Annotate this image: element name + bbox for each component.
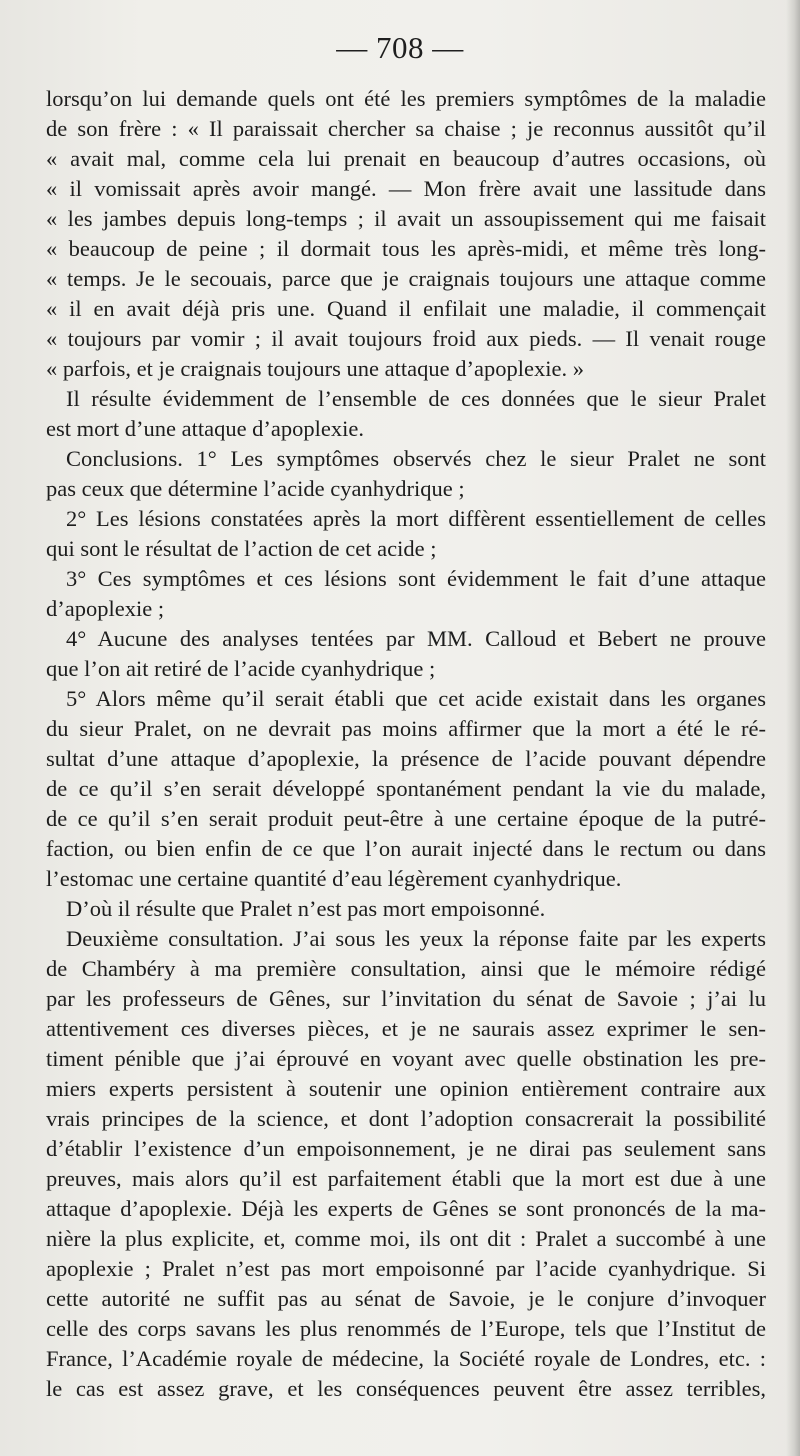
text-line: « avait mal, comme cela lui prenait en beaucoup d’autres occasions, où xyxy=(46,146,766,171)
text-line: « toujours par vomir ; il avait toujours froid aux pieds. — Il venait rouge xyxy=(46,326,766,351)
text-line: qui sont le résultat de l’action de cet acide ; xyxy=(46,536,437,561)
text-line: miers experts persistent à soutenir une opinion entièrement contraire aux xyxy=(46,1076,766,1101)
section-heading-line: Deuxième consultation. J’ai sous les yeux la réponse faite par les experts xyxy=(66,926,766,951)
paragraph-start: 5° Alors même qu’il serait établi que cet acide existait dans les organes xyxy=(66,686,766,711)
text-line: le cas est assez grave, et les conséquences peuvent être assez terribles, xyxy=(46,1376,766,1401)
paragraph-start: Il résulte évidemment de l’ensemble de ces données que le sieur Pralet xyxy=(66,386,766,411)
text-line: France, l’Académie royale de médecine, la Société royale de Londres, etc. : xyxy=(46,1346,766,1371)
text-line: « les jambes depuis long-temps ; il avait un assoupissement qui me faisait xyxy=(46,206,766,231)
text-line: « beaucoup de peine ; il dormait tous les après-midi, et même très long- xyxy=(46,236,766,261)
text-line: pas ceux que détermine l’acide cyanhydrique ; xyxy=(46,476,465,501)
text-line: « parfois, et je craignais toujours une attaque d’apoplexie. » xyxy=(46,356,584,381)
text-line: « temps. Je le secouais, parce que je craignais toujours une attaque comme xyxy=(46,266,766,291)
text-line: l’estomac une certaine quantité d’eau légèrement cyanhydrique. xyxy=(46,866,622,891)
text-line: de Chambéry à ma première consultation, ainsi que le mémoire rédigé xyxy=(46,956,766,981)
text-line: celle des corps savans les plus renommés de l’Europe, tels que l’Institut de xyxy=(46,1316,766,1341)
text-line: sultat d’une attaque d’apoplexie, la présence de l’acide pouvant dépendre xyxy=(46,746,766,771)
text-line: cette autorité ne suffit pas au sénat de Savoie, je le conjure d’invoquer xyxy=(46,1286,766,1311)
text-line: faction, ou bien enfin de ce que l’on aurait injecté dans le rectum ou dans xyxy=(46,836,766,861)
text-line: d’établir l’existence d’un empoisonnement, je ne dirai pas seulement sans xyxy=(46,1136,766,1161)
text-line: nière la plus explicite, et, comme moi, ils ont dit : Pralet a succombé à une xyxy=(46,1226,766,1251)
paragraph-start: 2° Les lésions constatées après la mort diffèrent essentiellement de celles xyxy=(66,506,766,531)
text-line: que l’on ait retiré de l’acide cyanhydrique ; xyxy=(46,656,436,681)
page-edge-shadow xyxy=(786,0,800,1456)
text-line: attentivement ces diverses pièces, et je ne saurais assez exprimer le sen- xyxy=(46,1016,766,1041)
text-line: vrais principes de la science, et dont l’adoption consacrerait la possibilité xyxy=(46,1106,766,1131)
text-line: « il vomissait après avoir mangé. — Mon frère avait une lassitude dans xyxy=(46,176,766,201)
text-line: d’apoplexie ; xyxy=(46,596,165,621)
page-number: — 708 — xyxy=(336,30,464,65)
paragraph-start: 4° Aucune des analyses tentées par MM. Calloud et Bebert ne prouve xyxy=(66,626,766,651)
text-line: lorsqu’on lui demande quels ont été les premiers symptômes de la maladie xyxy=(46,86,766,111)
text-line: est mort d’une attaque d’apoplexie. xyxy=(46,416,365,441)
text-line: de son frère : « Il paraissait chercher sa chaise ; je reconnus aussitôt qu’il xyxy=(46,116,766,141)
text-line: apoplexie ; Pralet n’est pas mort empoisonné par l’acide cyanhydrique. Si xyxy=(46,1256,766,1281)
text-line: « il en avait déjà pris une. Quand il enfilait une maladie, il commençait xyxy=(46,296,766,321)
text-line: attaque d’apoplexie. Déjà les experts de Gênes se sont prononcés de la ma- xyxy=(46,1196,766,1221)
conclusions-heading-line: Conclusions. 1° Les symptômes observés chez le sieur Pralet ne sont xyxy=(66,446,766,471)
text-line: de ce qu’il s’en serait produit peut-être à une certaine époque de la putré- xyxy=(46,806,766,831)
text-line: preuves, mais alors qu’il est parfaitement établi que la mort est due à une xyxy=(46,1166,766,1191)
text-line: de ce qu’il s’en serait développé spontanément pendant la vie du malade, xyxy=(46,776,766,801)
paragraph-start: D’où il résulte que Pralet n’est pas mort empoisonné. xyxy=(66,896,546,921)
text-line: par les professeurs de Gênes, sur l’invitation du sénat de Savoie ; j’ai lu xyxy=(46,986,766,1011)
paragraph-start: 3° Ces symptômes et ces lésions sont évidemment le fait d’une attaque xyxy=(66,566,766,591)
text-line: timent pénible que j’ai éprouvé en voyant avec quelle obstination les pre- xyxy=(46,1046,766,1071)
text-line: du sieur Pralet, on ne devrait pas moins affirmer que la mort a été le ré- xyxy=(46,716,766,741)
